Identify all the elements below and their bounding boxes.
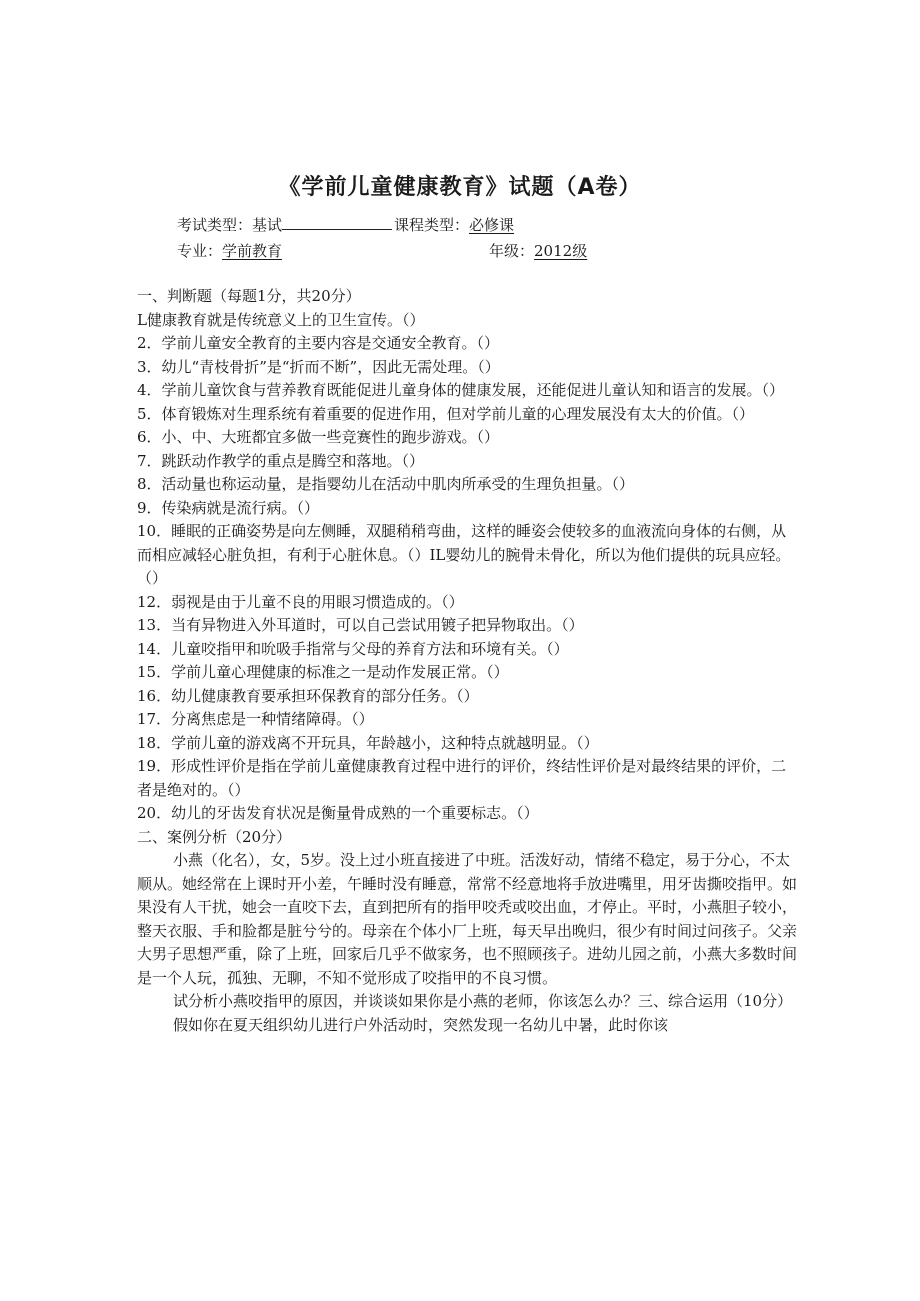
course-type-label: 课程类型： <box>394 216 470 234</box>
question-item: L健康教育就是传统意义上的卫生宣传。（） <box>137 310 425 329</box>
question-item: 6．小、中、大班都宜多做一些竞赛性的跑步游戏。（） <box>137 428 500 446</box>
question-item: 10．睡眠的正确姿势是向左侧睡，双腿稍稍弯曲，这样的睡姿会使较多的血液流向身体的右侧，从而相应减轻心脏负担，有利于心脏休息。（）IL婴幼儿的腕骨未骨化，所以为他们提供的玩具应轻。（） <box>137 522 791 587</box>
section-1-heading: 一、判断题（每题1分，共20分） <box>137 287 361 305</box>
question-item: 12．弱视是由于儿童不良的用眼习惯造成的。（） <box>137 592 464 611</box>
question-item: 13．当有异物进入外耳道时，可以自己尝试用镀子把异物取出。（） <box>137 616 584 634</box>
grade-label: 年级： <box>489 242 535 260</box>
question-item: 19．形成性评价是指在学前儿童健康教育过程中进行的评价，终结性评价是对最终结果的评价，二者是绝对的。（） <box>137 757 787 799</box>
grade-field <box>489 240 587 262</box>
question-item: 5．体育锻炼对生理系统有着重要的促进作用，但对学前儿童的心理发展没有太大的价值。（） <box>137 404 755 423</box>
question-item: 3．幼儿“青枝骨折”是“折而不断”，因此无需处理。（） <box>137 357 500 376</box>
case-question: 试分析小燕咬指甲的原因，并谈谈如果你是小燕的老师，你该怎么办？三、综合运用（10分） <box>173 992 793 1010</box>
exam-type-label: 考试类型：基试 <box>177 216 283 234</box>
course-type-value: 必修课 <box>469 216 515 234</box>
question-item: 20．幼儿的牙齿发育状况是衡量骨成熟的一个重要标志。（） <box>137 804 539 822</box>
question-item: 8．活动量也称运动量，是指婴幼儿在活动中肌肉所承受的生理负担量。（） <box>137 475 635 493</box>
grade-value: 2012级 <box>534 242 588 260</box>
question-item: 18．学前儿童的游戏离不开玩具，年龄越小，这种特点就越明显。（） <box>137 733 599 752</box>
exam-body <box>137 285 797 1037</box>
question-item: 14．儿童咬指甲和吮吸手指常与父母的养育方法和环境有关。（） <box>137 639 569 658</box>
true-false-list <box>137 309 797 826</box>
exam-meta-row-1 <box>177 214 514 236</box>
major-value: 学前教育 <box>222 242 283 260</box>
question-item: 15．学前儿童心理健康的标准之一是动作发展正常。（） <box>137 663 509 681</box>
question-item: 2．学前儿童安全教育的主要内容是交通安全教育。（） <box>137 334 500 352</box>
question-item: 9．传染病就是流行病。（） <box>137 498 320 517</box>
case-text: 小燕（化名），女，5岁。没上过小班直接进了中班。活泼好动，情绪不稳定，易于分心，不太顺从。她经常在上课时开小差，午睡时没有睡意，常常不经意地将手放进嘴里，用牙齿撕咬指甲。如果没有人干扰，她会一直咬下去，直到把所有的指甲咬秃或咬出血，才停止。平时，小燕胆子较小，整天衣服、手和脸都是脏兮兮的。母亲在个体小厂上班，每天早出晚归，很少有时间过问孩子。父亲大男子思想严重，除了上班，回家后几乎不做家务，也不照顾孩子。进幼儿园之前，小燕大多数时间是一个人玩，孤独、无聊，不知不觉形成了咬指甲的不良习惯。 <box>137 851 798 987</box>
question-item: 4．学前儿童饮食与营养教育既能促进儿童身体的健康发展，还能促进儿童认知和语言的发展。（） <box>137 381 785 399</box>
exam-meta-row-2 <box>177 240 607 262</box>
question-item: 16．幼儿健康教育要承担环保教育的部分任务。（） <box>137 686 479 705</box>
section-2-heading: 二、案例分析（20分） <box>137 827 292 846</box>
section-3-text: 假如你在夏天组织幼儿进行户外活动时，突然发现一名幼儿中暑，此时你该 <box>173 1015 669 1034</box>
page-title: 《学前儿童健康教育》试题（A卷） <box>278 175 642 200</box>
question-item: 17．分离焦虑是一种情绪障碍。（） <box>137 710 374 728</box>
question-item: 7．跳跃动作教学的重点是腾空和落地。（） <box>137 451 425 470</box>
major-label: 专业： <box>177 242 223 260</box>
exam-type-blank <box>282 215 392 230</box>
